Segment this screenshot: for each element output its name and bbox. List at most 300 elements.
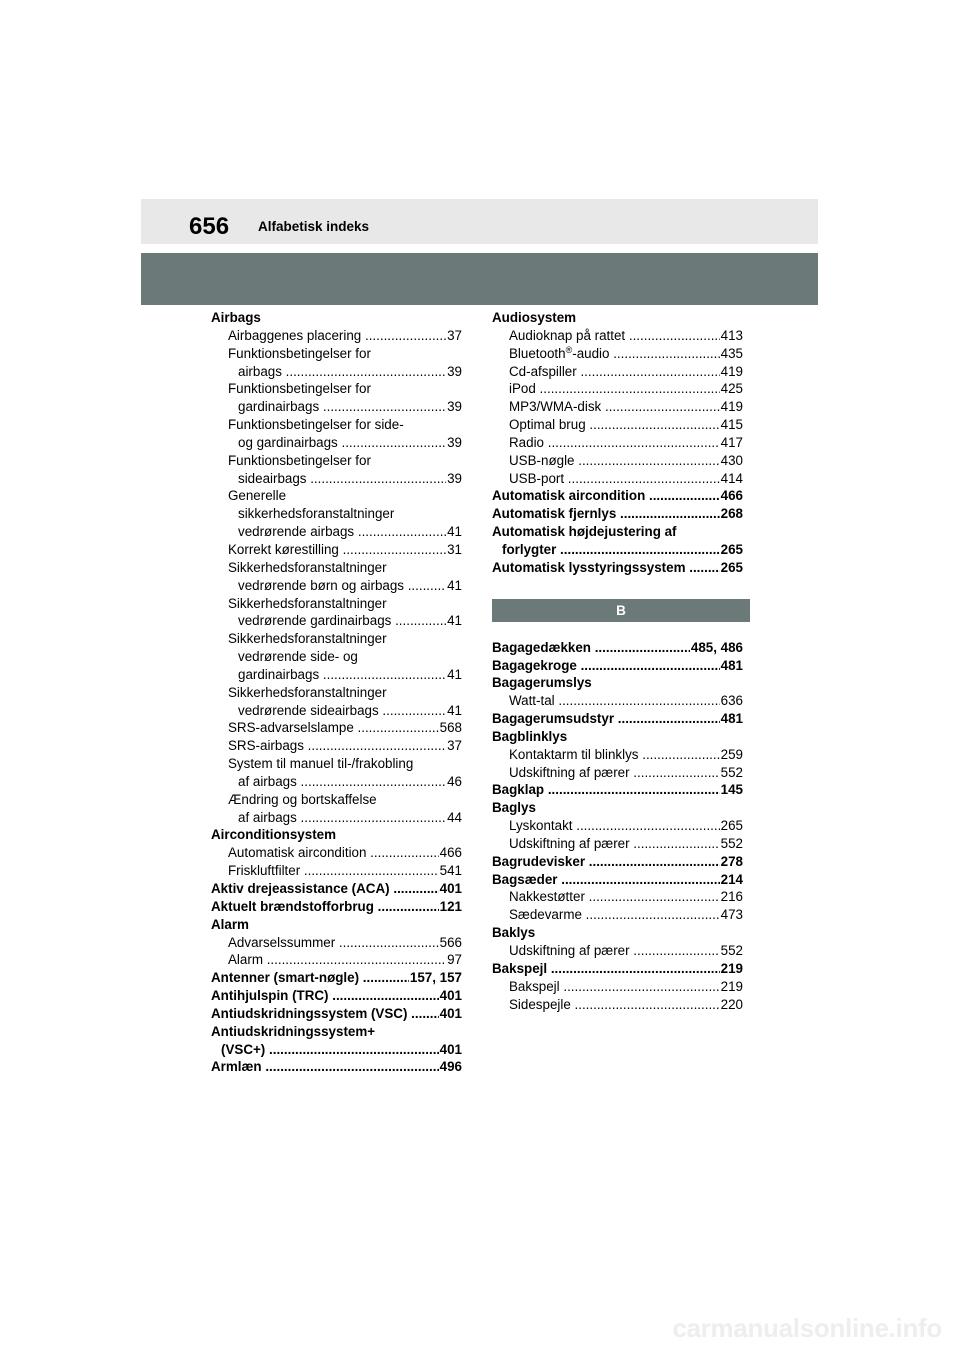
entry-label: [509, 363, 720, 381]
index-subentry: [211, 862, 462, 880]
page-reference: 473: [720, 907, 743, 923]
entry-text: Sidespejle: [509, 996, 571, 1012]
entry-text: Antiudskridningssystem+: [211, 1023, 376, 1039]
index-entry: [492, 728, 743, 746]
index-subentry: [211, 630, 462, 648]
index-subentry: [211, 934, 462, 952]
index-subentry: [211, 380, 462, 398]
entry-label: [228, 416, 462, 434]
entry-label: [238, 773, 446, 791]
entry-text: vedrørende gardinairbags: [238, 613, 392, 629]
entry-label: [509, 996, 720, 1014]
index-subentry: [211, 595, 462, 613]
entry-label: [492, 728, 743, 746]
entry-text-suffix: -audio: [572, 345, 610, 361]
entry-label: [228, 844, 439, 862]
entry-label: [238, 666, 446, 684]
entry-label: [228, 791, 462, 809]
entry-text: vedrørende side- og: [238, 649, 358, 665]
index-subentry: [492, 817, 743, 835]
entry-text: Ændring og bortskaffelse: [228, 791, 377, 807]
index-subentry: [211, 434, 462, 452]
page-reference: 435: [720, 345, 743, 361]
entry-text: Bagsæder: [492, 871, 558, 887]
index-entry: [492, 853, 743, 871]
entry-text: Bagagerumslys: [492, 675, 592, 691]
entry-label: [228, 934, 439, 952]
entry-label: [492, 960, 720, 978]
index-subentry: [211, 345, 462, 363]
entry-label: [492, 853, 720, 871]
page-reference: 413: [720, 327, 743, 343]
entry-label: [228, 719, 439, 737]
page-reference: 41: [447, 613, 462, 629]
entry-label: [492, 487, 720, 505]
index-entry: [211, 1041, 462, 1059]
index-subentry: [211, 523, 462, 541]
page-reference: 37: [447, 738, 462, 754]
index-subentry: [492, 978, 743, 996]
index-entry: [492, 523, 743, 541]
index-subentry: [211, 684, 462, 702]
entry-text: Baglys: [492, 800, 536, 816]
entry-text: vedrørende airbags: [238, 524, 355, 540]
entry-text: Bakspejl: [509, 978, 560, 994]
page-reference: 430: [720, 452, 743, 468]
index-entry: [492, 960, 743, 978]
index-subentry: [211, 487, 462, 505]
page-reference: 41: [447, 524, 462, 540]
index-entry: [492, 674, 743, 692]
entry-text: Korrekt kørestilling: [228, 541, 339, 557]
entry-label: [492, 639, 690, 657]
entry-label: [228, 595, 462, 613]
entry-text: Alarm: [228, 952, 263, 968]
page-reference: 39: [447, 363, 462, 379]
entry-text: Audioknap på rattet: [509, 327, 626, 343]
index-entry: [492, 657, 743, 675]
entry-label: [228, 541, 446, 559]
entry-label: [211, 898, 439, 916]
entry-text: Aktiv drejeassistance (ACA): [211, 881, 390, 896]
entry-label: [211, 826, 462, 844]
entry-text: gardinairbags: [238, 666, 320, 682]
page-reference: 268: [720, 506, 743, 522]
entry-text: Airbags: [211, 310, 261, 325]
page-reference: 265: [720, 541, 743, 557]
entry-text: Antiudskridningssystem (VSC): [211, 1005, 408, 1021]
entry-text: sikkerhedsforanstaltninger: [238, 506, 395, 522]
entry-label: [492, 657, 720, 675]
page-reference: 121: [439, 898, 462, 914]
entry-label: [228, 327, 446, 345]
entry-label: [509, 978, 720, 996]
index-entry: [211, 880, 462, 898]
index-column-right: [492, 309, 743, 1013]
section-title: Alfabetisk indeks: [258, 219, 370, 234]
entry-label: [509, 345, 720, 363]
entry-label: [211, 309, 462, 327]
index-subentry: [211, 666, 462, 684]
page-reference: 636: [720, 693, 743, 709]
entry-text: Airbaggenes placering: [228, 327, 362, 343]
entry-text: Automatisk fjernlys: [492, 506, 617, 522]
entry-text: Audiosystem: [492, 310, 577, 325]
entry-label: [509, 380, 720, 398]
index-subentry: [211, 470, 462, 488]
index-subentry: [492, 692, 743, 710]
entry-label: [211, 1023, 462, 1041]
page-reference: 46: [447, 773, 462, 789]
entry-label: [221, 1041, 439, 1059]
entry-label: [228, 684, 462, 702]
index-subentry: [211, 612, 462, 630]
page-reference: 414: [720, 470, 743, 486]
index-subentry: [211, 702, 462, 720]
entry-label: [228, 951, 446, 969]
entry-label: [228, 380, 462, 398]
entry-label: [238, 612, 446, 630]
index-subentry: [211, 791, 462, 809]
entry-text: Airconditionsystem: [211, 827, 337, 843]
entry-text: Bluetooth: [509, 345, 566, 361]
entry-label: [492, 781, 720, 799]
index-subentry: [492, 996, 743, 1014]
entry-label: [509, 434, 720, 452]
page-reference: 219: [720, 978, 743, 994]
index-subentry: [211, 719, 462, 737]
entry-label: [238, 523, 446, 541]
index-subentry: [211, 737, 462, 755]
entry-label: [492, 710, 720, 728]
page-reference: 415: [720, 417, 743, 433]
entry-text: Bagagerumsudstyr: [492, 711, 615, 727]
page-reference: 219: [720, 960, 743, 976]
entry-text: Funktionsbetingelser for: [228, 381, 371, 397]
entry-label: [509, 942, 720, 960]
index-subentry: [211, 648, 462, 666]
index-subentry: [492, 906, 743, 924]
page-reference: 41: [447, 666, 462, 682]
page-reference: 39: [447, 434, 462, 450]
entry-text: SRS-advarselslampe: [228, 720, 354, 736]
entry-text: Udskiftning af pærer: [509, 764, 630, 780]
page-reference: 37: [447, 327, 462, 343]
page-number: 656: [189, 213, 230, 240]
entry-text: Sikkerhedsforanstaltninger: [228, 684, 387, 700]
entry-label: [228, 452, 462, 470]
watermark-logo: carmanualsonline.info: [672, 1313, 942, 1343]
entry-text: Udskiftning af pærer: [509, 835, 630, 851]
index-subentry: [211, 577, 462, 595]
entry-text: Bagblinklys: [492, 728, 568, 744]
index-group-b: [492, 639, 743, 1014]
entry-text: vedrørende sideairbags: [238, 702, 379, 718]
page-reference: 568: [439, 720, 462, 736]
index-entry: [492, 487, 743, 505]
index-subentry: [492, 835, 743, 853]
index-subentry: [211, 452, 462, 470]
page-reference: 552: [720, 835, 743, 851]
entry-label: [211, 1005, 439, 1023]
entry-label: [238, 363, 446, 381]
index-subentry: [211, 398, 462, 416]
index-entry: [492, 710, 743, 728]
entry-label: [509, 746, 720, 764]
index-subentry: [492, 380, 743, 398]
entry-label: [509, 452, 720, 470]
entry-text: iPod: [509, 381, 536, 397]
entry-text: Watt-tal: [509, 693, 555, 709]
entry-label: [228, 862, 439, 880]
page-reference: 496: [439, 1059, 462, 1075]
page-reference: 265: [720, 818, 743, 834]
page-reference: 145: [720, 782, 743, 798]
index-subentry: [492, 416, 743, 434]
entry-text: Antenner (smart-nøgle): [211, 970, 360, 986]
entry-label: [509, 416, 720, 434]
entry-label: [492, 871, 720, 889]
entry-label: [492, 924, 743, 942]
entry-label: [238, 648, 462, 666]
index-subentry: [492, 942, 743, 960]
entry-label: [502, 541, 720, 559]
entry-label: [228, 487, 462, 505]
entry-label: [509, 817, 720, 835]
index-entry: [492, 799, 743, 817]
index-entry: [211, 1058, 462, 1076]
index-subentry: [211, 559, 462, 577]
index-entry: [211, 969, 462, 987]
entry-label: [509, 398, 720, 416]
index-subentry: [492, 746, 743, 764]
page-reference: 552: [720, 764, 743, 780]
page-reference: 41: [447, 702, 462, 718]
page-reference: 216: [720, 889, 743, 905]
entry-label: [211, 880, 439, 898]
index-entry: [492, 559, 743, 577]
entry-label: [238, 398, 446, 416]
entry-text: airbags: [238, 363, 282, 379]
entry-text: SRS-airbags: [228, 738, 304, 754]
index-subentry: [492, 470, 743, 488]
page-reference: 41: [447, 577, 462, 593]
entry-label: [238, 577, 446, 595]
entry-text: Sikkerhedsforanstaltninger: [228, 595, 387, 611]
entry-text: og gardinairbags: [238, 434, 338, 450]
entry-label: [509, 764, 720, 782]
entry-text: Alarm: [211, 916, 249, 932]
entry-label: [228, 630, 462, 648]
index-subentry: [211, 951, 462, 969]
page-reference: 417: [720, 434, 743, 450]
entry-label: [211, 916, 462, 934]
entry-label: [492, 523, 743, 541]
index-column-left: [211, 309, 462, 1076]
entry-label: [211, 1058, 439, 1076]
entry-text: Baklys: [492, 925, 536, 941]
entry-text: Funktionsbetingelser for: [228, 452, 371, 468]
entry-label: [509, 692, 720, 710]
entry-label: [509, 906, 720, 924]
entry-text: Advarselssummer: [228, 934, 336, 950]
entry-text: Optimal brug: [509, 417, 586, 433]
entry-label: [211, 987, 439, 1005]
entry-label: [492, 799, 743, 817]
page-reference: 466: [439, 845, 462, 861]
index-subentry: [492, 363, 743, 381]
index-entry: [211, 1005, 462, 1023]
entry-text: Automatisk lysstyringssystem: [492, 559, 686, 575]
entry-label: [228, 755, 462, 773]
index-subentry: [492, 345, 743, 363]
entry-label: [509, 327, 720, 345]
index-subentry: [492, 398, 743, 416]
index-subentry: [211, 416, 462, 434]
entry-text: Automatisk aircondition: [228, 845, 367, 861]
index-entry: [492, 924, 743, 942]
page-reference: 541: [439, 863, 462, 879]
page-reference: 466: [720, 488, 743, 504]
entry-label: [238, 702, 446, 720]
index-entry: [211, 309, 462, 327]
entry-text: Sædevarme: [509, 907, 582, 923]
entry-label: [238, 470, 446, 488]
page-reference: 265: [720, 559, 743, 575]
page-reference: 401: [439, 1041, 462, 1057]
page-reference: 214: [720, 871, 743, 887]
entry-label: [228, 737, 446, 755]
entry-text: Bagagekroge: [492, 657, 577, 673]
entry-text: Bagagedækken: [492, 639, 591, 655]
entry-text: USB-port: [509, 470, 565, 486]
entry-text: Aktuelt brændstofforbrug: [211, 898, 374, 914]
entry-label: [509, 470, 720, 488]
entry-label: [238, 434, 446, 452]
page-reference: 157, 157: [409, 970, 462, 986]
entry-text: Cd-afspiller: [509, 363, 577, 379]
entry-text: Bagklap: [492, 782, 545, 798]
index-entry: [492, 871, 743, 889]
index-subentry: [211, 844, 462, 862]
entry-text: forlygter: [502, 541, 557, 557]
index-entry: [492, 639, 743, 657]
index-subentry: [211, 363, 462, 381]
entry-label: [238, 809, 446, 827]
entry-label: [492, 559, 720, 577]
index-subentry: [492, 764, 743, 782]
index-subentry: [211, 773, 462, 791]
page-reference: 552: [720, 943, 743, 958]
entry-text: Sikkerhedsforanstaltninger: [228, 559, 387, 575]
page-reference: 220: [720, 996, 743, 1012]
index-subentry: [492, 888, 743, 906]
registered-mark: ®: [565, 344, 573, 355]
entry-label: [492, 674, 743, 692]
entry-text: Funktionsbetingelser for side-: [228, 417, 404, 433]
entry-label: [492, 505, 720, 523]
entry-text: vedrørende børn og airbags: [238, 577, 404, 593]
index-entry: [492, 505, 743, 523]
page-reference: 401: [439, 1005, 462, 1021]
header-band: [141, 253, 818, 305]
entry-text: System til manuel til-/frakobling: [228, 756, 414, 772]
index-entry: [492, 309, 743, 327]
page-reference: 401: [439, 988, 462, 1004]
entry-label: [238, 505, 462, 523]
index-entry: [492, 541, 743, 559]
index-subentry: [492, 434, 743, 452]
entry-text: sideairbags: [238, 470, 307, 486]
page-reference: 425: [720, 381, 743, 397]
page-reference: 31: [447, 541, 462, 557]
entry-text: Bakspejl: [492, 960, 548, 976]
index-subentry: [211, 755, 462, 773]
entry-text: Armlæn: [211, 1059, 262, 1075]
index-entry: [211, 987, 462, 1005]
index-entry: [211, 1023, 462, 1041]
entry-label: [509, 835, 720, 853]
entry-text: Automatisk aircondition: [492, 488, 646, 504]
entry-text: Generelle: [228, 488, 287, 504]
entry-label: [492, 309, 743, 327]
entry-text: gardinairbags: [238, 399, 320, 415]
page-reference: 419: [720, 399, 743, 415]
entry-text: Radio: [509, 434, 544, 450]
page-reference: 481: [720, 711, 743, 727]
index-subentry: [211, 327, 462, 345]
index-subentry: [211, 505, 462, 523]
entry-text: USB-nøgle: [509, 452, 575, 468]
page-reference: 419: [720, 363, 743, 379]
entry-label: [228, 559, 462, 577]
entry-text: af airbags: [238, 773, 297, 789]
entry-text: af airbags: [238, 809, 297, 825]
index-subentry: [492, 452, 743, 470]
page-reference: 566: [439, 934, 462, 950]
header-bar: [141, 199, 818, 244]
page-reference: 44: [447, 809, 462, 825]
entry-text: Automatisk højdejustering af: [492, 524, 677, 540]
index-group-a: [492, 309, 743, 577]
index-entry: [211, 826, 462, 844]
index-entry: [492, 781, 743, 799]
page-reference: 485, 486: [690, 639, 743, 655]
page-reference: 481: [720, 657, 743, 673]
letter-heading-b: B: [492, 599, 750, 622]
entry-text: Kontaktarm til blinklys: [509, 746, 639, 762]
entry-text: MP3/WMA-disk: [509, 399, 602, 415]
entry-text: Friskluftfilter: [228, 863, 301, 879]
entry-text: (VSC+): [221, 1041, 266, 1057]
entry-label: [228, 345, 462, 363]
page-reference: 401: [439, 881, 462, 896]
entry-label: [211, 969, 409, 987]
entry-text: Lyskontakt: [509, 818, 573, 834]
index-subentry: [211, 809, 462, 827]
index-entry: [211, 916, 462, 934]
entry-text: Udskiftning af pærer: [509, 943, 630, 958]
index-entry: [211, 898, 462, 916]
page-reference: 97: [447, 952, 462, 968]
entry-text: Nakkestøtter: [509, 889, 585, 905]
entry-text: Antihjulspin (TRC): [211, 988, 329, 1004]
entry-text: Bagrudevisker: [492, 853, 586, 869]
index-subentry: [492, 327, 743, 345]
index-subentry: [211, 541, 462, 559]
page-reference: 278: [720, 853, 743, 869]
entry-text: Sikkerhedsforanstaltninger: [228, 631, 387, 647]
